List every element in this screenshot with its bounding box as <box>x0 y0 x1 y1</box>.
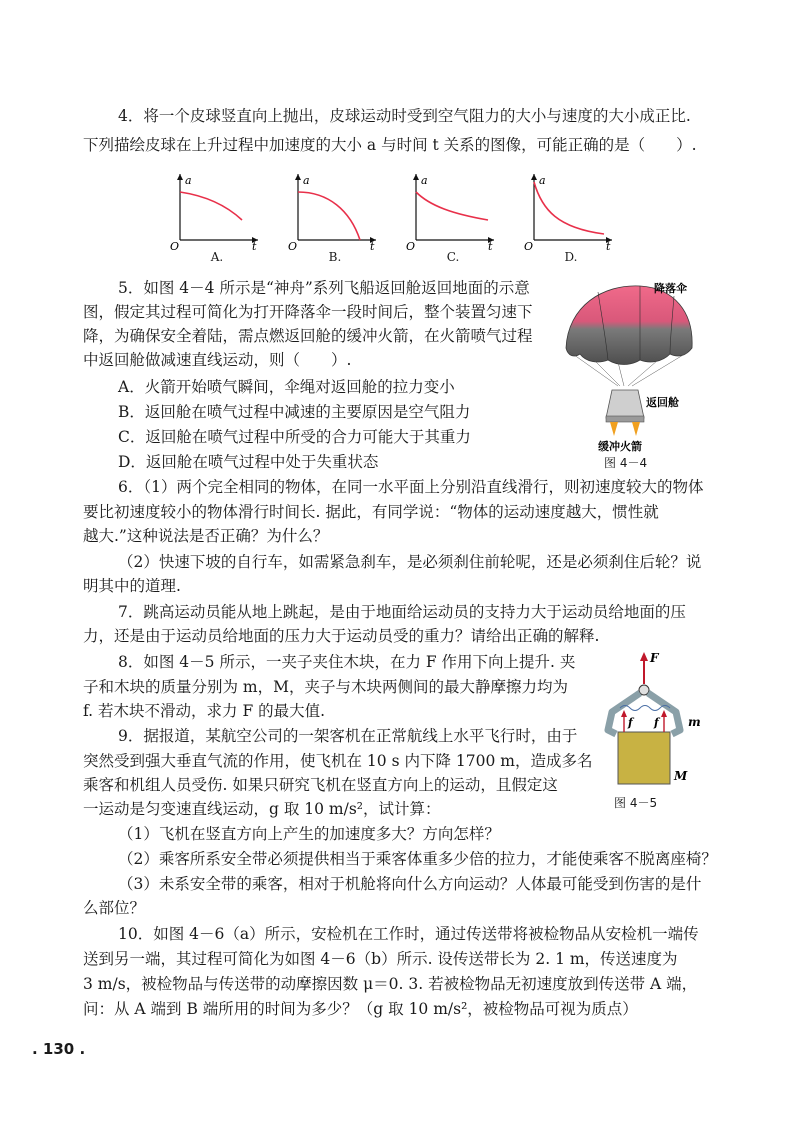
axis-t-label: t <box>252 240 257 253</box>
q5-line1: 5．如图 4－4 所示是“神舟”系列飞船返回舱返回地面的示意 <box>118 279 530 297</box>
graph-d-plot <box>524 170 616 253</box>
graph-option-b <box>290 170 380 270</box>
axis-a-label: a <box>185 174 192 187</box>
curve-d <box>534 182 604 234</box>
axis-t-label: t <box>488 240 493 253</box>
q9-sub1: （1）飞机在竖直方向上产生的加速度多大？方向怎样？ <box>118 825 500 843</box>
graph-c-plot <box>406 170 498 253</box>
option-d-label: D. <box>564 250 578 264</box>
origin-label: O <box>170 240 180 253</box>
q10-line1: 10．如图 4－6（a）所示，安检机在工作时，通过传送带将被检物品从安检机一端传 <box>118 925 699 943</box>
q9-sub3-cont: 么部位？ <box>83 899 146 917</box>
q5-choice-d: D．返回舱在喷气过程中处于失重状态 <box>118 453 379 471</box>
page-number: . 130 . <box>32 1040 86 1058</box>
q10-line4: 问：从 A 端到 B 端所用的时间为多少？（g 取 10 m/s²，被检物品可视为质点） <box>83 1000 638 1018</box>
q10-line2: 送到另一端，其过程可简化为如图 4－6（b）所示. 设传送带长为 2. 1 m，传送速度为 <box>83 950 678 968</box>
graph-a-plot <box>170 170 262 253</box>
q6-line1: 6．（1）两个完全相同的物体，在同一水平面上分别沿直线滑行，则初速度较大的物体 <box>118 478 704 496</box>
q5-choice-b: B．返回舱在喷气过程中减速的主要原因是空气阻力 <box>118 403 471 421</box>
wooden-block <box>618 732 670 784</box>
q9-sub3: （3）未系安全带的乘客，相对于机舱将向什么方向运动？人体最可能受到伤害的是什 <box>118 875 702 893</box>
curve-b <box>298 192 360 240</box>
origin-label: O <box>406 240 416 253</box>
capsule-icon <box>606 390 644 418</box>
figure-4-5 <box>598 650 708 812</box>
axis-a-label: a <box>421 174 428 187</box>
parachute-canopy <box>566 286 692 365</box>
label-friction-left: f <box>628 716 633 729</box>
label-parachute: 降落伞 <box>654 282 687 295</box>
q9-line2: 突然受到强大垂直气流的作用，使飞机在 10 s 内下降 1700 m，造成多名 <box>83 752 593 770</box>
figure-4-4-caption: 图 4－4 <box>604 456 648 470</box>
graph-option-d <box>526 170 616 270</box>
label-force-F: F <box>650 651 659 665</box>
q5-choice-c: C．返回舱在喷气过程中所受的合力可能大于其重力 <box>118 428 471 446</box>
parachute-illustration <box>558 278 708 470</box>
graph-option-c <box>408 170 498 270</box>
axis-a-label: a <box>303 174 310 187</box>
axis-t-label: t <box>370 240 375 253</box>
curve-c <box>416 192 488 220</box>
q4-line1: 4．将一个皮球竖直向上抛出，皮球运动时受到空气阻力的大小与速度的大小成正比. <box>118 107 691 125</box>
clamp-illustration <box>598 650 708 790</box>
q9-line4: 一运动是匀变速直线运动，g 取 10 m/s²，试计算： <box>83 800 441 818</box>
q5-line4: 中返回舱做减速直线运动，则（ ）. <box>83 351 352 369</box>
option-b-label: B. <box>328 250 342 264</box>
clamp-arms <box>608 693 680 734</box>
option-c-label: C. <box>446 250 460 264</box>
figure-4-4 <box>558 278 708 470</box>
axis-a-label: a <box>539 174 546 187</box>
q8-line3: f. 若木块不滑动，求力 F 的最大值. <box>83 702 326 720</box>
q6-line5: 明其中的道理. <box>83 577 181 595</box>
label-capsule: 返回舱 <box>646 396 679 409</box>
label-block-mass: M <box>674 769 688 783</box>
q6-line3: 越大.”这种说法是否正确？为什么？ <box>83 527 329 545</box>
q5-choice-a: A．火箭开始喷气瞬间，伞绳对返回舱的拉力变小 <box>118 378 455 396</box>
option-a-label: A. <box>210 250 224 264</box>
label-clamp-mass: m <box>688 715 701 729</box>
q7-line2: 力，还是由于运动员给地面的压力大于运动员受的重力？请给出正确的解释. <box>83 627 600 645</box>
q10-line3: 3 m/s，被检物品与传送带的动摩擦因数 μ＝0. 3. 若被检物品无初速度放到传送带 A 端， <box>83 975 698 993</box>
q5-line3: 降，为确保安全着陆，需点燃返回舱的缓冲火箭，在火箭喷气过程 <box>83 327 533 345</box>
q6-line2: 要比初速度较小的物体滑行时间长. 据此，有同学说：“物体的运动速度越大，惯性就 <box>83 503 659 521</box>
origin-label: O <box>288 240 298 253</box>
graph-b-plot <box>288 170 380 253</box>
axis-t-label: t <box>606 240 611 253</box>
label-rocket: 缓冲火箭 <box>598 440 642 453</box>
label-friction-right: f <box>654 716 659 729</box>
q7-line1: 7．跳高运动员能从地上跳起，是由于地面给运动员的支持力大于运动员给地面的压 <box>118 603 686 621</box>
q8-line2: 子和木块的质量分别为 m，M，夹子与木块两侧间的最大静摩擦力均为 <box>83 678 568 696</box>
curve-a <box>180 192 242 220</box>
q4-line2: 下列描绘皮球在上升过程中加速度的大小 a 与时间 t 关系的图像，可能正确的是（ ）. <box>83 136 697 154</box>
q9-sub2: （2）乘客所系安全带必须提供相当于乘客体重多少倍的拉力，才能使乘客不脱离座椅？ <box>118 850 717 868</box>
q5-line2: 图，假定其过程可简化为打开降落伞一段时间后，整个装置匀速下 <box>83 303 533 321</box>
q9-line1: 9．据报道，某航空公司的一架客机在正常航线上水平飞行时，由于 <box>118 727 578 745</box>
q8-line1: 8．如图 4－5 所示，一夹子夹住木块，在力 F 作用下向上提升. 夹 <box>118 653 576 671</box>
rocket-flame-icon <box>610 422 640 436</box>
pivot-icon <box>639 685 649 695</box>
q6-line4: （2）快速下坡的自行车，如需紧急刹车，是必须刹住前轮呢，还是必须刹住后轮？说 <box>118 553 702 571</box>
origin-label: O <box>524 240 534 253</box>
graph-option-a <box>172 170 262 270</box>
q9-line3: 乘客和机组人员受伤. 如果只研究飞机在竖直方向上的运动，且假定这 <box>83 776 558 794</box>
figure-4-5-caption: 图 4－5 <box>614 796 658 810</box>
